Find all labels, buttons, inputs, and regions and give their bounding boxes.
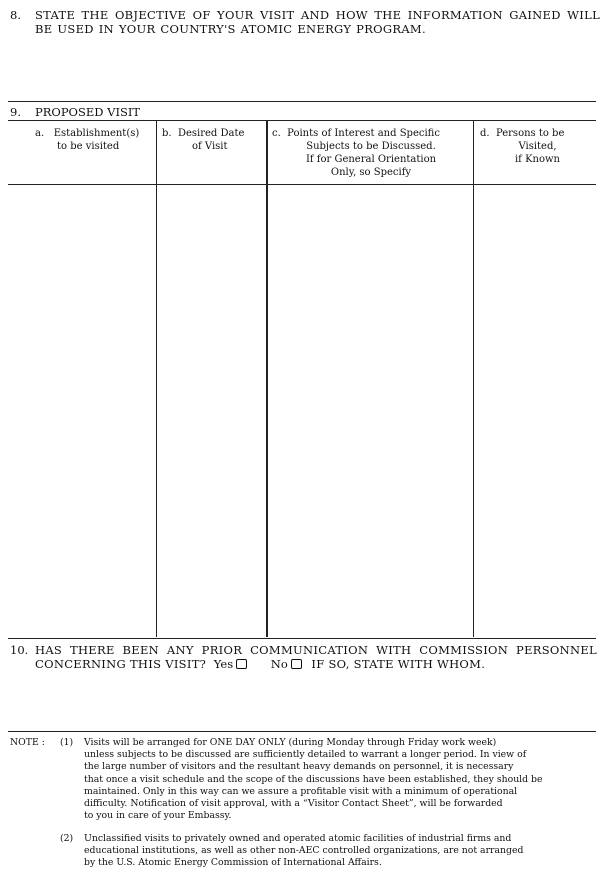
column-c-letter: c. [272, 128, 281, 139]
q8-text: STATE THE OBJECTIVE OF YOUR VISIT AND HOW THE INFORMATION GAINED WILL BE USED IN YOUR COUNTRY'S ATOMIC ENERGY PROGRAM. [35, 8, 600, 36]
column-c-line4: Only, so Specify [330, 167, 412, 178]
note-item1-line: Visits will be arranged for ONE DAY ONLY (during Monday through Friday work week) [84, 737, 497, 748]
q10-state-with-whom: IF SO, STATE WITH WHOM. [311, 657, 486, 671]
q9-title: PROPOSED VISIT [35, 105, 141, 119]
column-c-line2: Subjects to be Discussed. [306, 141, 436, 152]
column-b-letter: b. [162, 128, 172, 139]
column-b-line1: Desired Date [177, 128, 245, 139]
table-bottom-rule [8, 638, 596, 639]
column-a-letter: a. [35, 128, 45, 139]
column-d-line2: Visited, [518, 141, 557, 152]
column-b-line2: of Visit [192, 141, 228, 152]
column-divider-bc [266, 121, 268, 637]
yes-label: Yes [213, 657, 234, 671]
note-item1 [84, 737, 597, 822]
answer-cell-desired-date[interactable] [158, 187, 264, 635]
note-item1-line: the large number of visitors and the resultant heavy demands on personnel, it is necessary [84, 761, 514, 773]
no-label: No [270, 657, 288, 671]
column-header-persons [480, 127, 595, 166]
note-item2-line: Unclassified visits to privately owned and operated atomic facilities of industrial firms and [84, 833, 512, 844]
answer-cell-persons[interactable] [476, 187, 596, 635]
note-item1-line: maintained. Only in this way can we assure a profitable visit with a minimum of operational [84, 785, 518, 797]
q9-top-rule [8, 101, 596, 102]
note-item1-line: unless subjects to be discussed are sufficiently detailed to warrant a longer period. In view of [84, 749, 527, 761]
column-a-line2: to be visited [57, 141, 120, 152]
q8-answer-area[interactable] [35, 40, 595, 100]
q10-number: 10. [10, 643, 29, 657]
column-divider-cd [473, 121, 474, 637]
column-d-letter: d. [480, 128, 490, 139]
note-top-rule [8, 731, 596, 732]
column-header-points-of-interest [272, 127, 470, 179]
column-c-line1: Points of Interest and Specific [287, 128, 440, 139]
column-d-line1: Persons to be [495, 128, 565, 139]
note-item2 [84, 833, 597, 870]
note-item1-number: (1) [60, 737, 74, 748]
answer-cell-establishments[interactable] [10, 187, 154, 635]
note-item1-line: to you in care of your Embassy. [84, 810, 232, 822]
q10-line2 [35, 657, 597, 671]
q10-concerning-text: CONCERNING THIS VISIT? [35, 657, 207, 671]
yes-checkbox[interactable] [236, 659, 247, 669]
column-header-establishments [35, 127, 155, 153]
note-label: NOTE : [10, 737, 45, 748]
column-a-line1: Establishment(s) [53, 128, 140, 139]
no-checkbox[interactable] [291, 659, 302, 669]
q8-number: 8. [10, 8, 21, 22]
column-c-line3: If for General Orientation [305, 154, 437, 165]
table-header-rule [8, 184, 596, 185]
column-divider-ab [156, 121, 157, 637]
column-d-line3: if Known [514, 154, 560, 165]
answer-cell-points-of-interest[interactable] [269, 187, 471, 635]
note-item2-line: by the U.S. Atomic Energy Commission of International Affairs. [84, 857, 382, 869]
note-item1-line: that once a visit schedule and the scope of the discussions have been established, they should be [84, 773, 543, 785]
note-item1-line: difficulty. Notification of visit approval, with a “Visitor Contact Sheet”, will be forwarded [84, 798, 503, 810]
q9-title-rule [8, 120, 596, 121]
q10-answer-area[interactable] [35, 675, 595, 725]
q9-number: 9. [10, 105, 21, 119]
q10-line1: HAS THERE BEEN ANY PRIOR COMMUNICATION WITH COMMISSION PERSONNEL [35, 643, 597, 657]
note-item2-line: educational institutions, as well as other non-AEC controlled organizations, are not arranged [84, 845, 524, 857]
note-item2-number: (2) [60, 833, 74, 844]
column-header-desired-date [162, 127, 264, 153]
